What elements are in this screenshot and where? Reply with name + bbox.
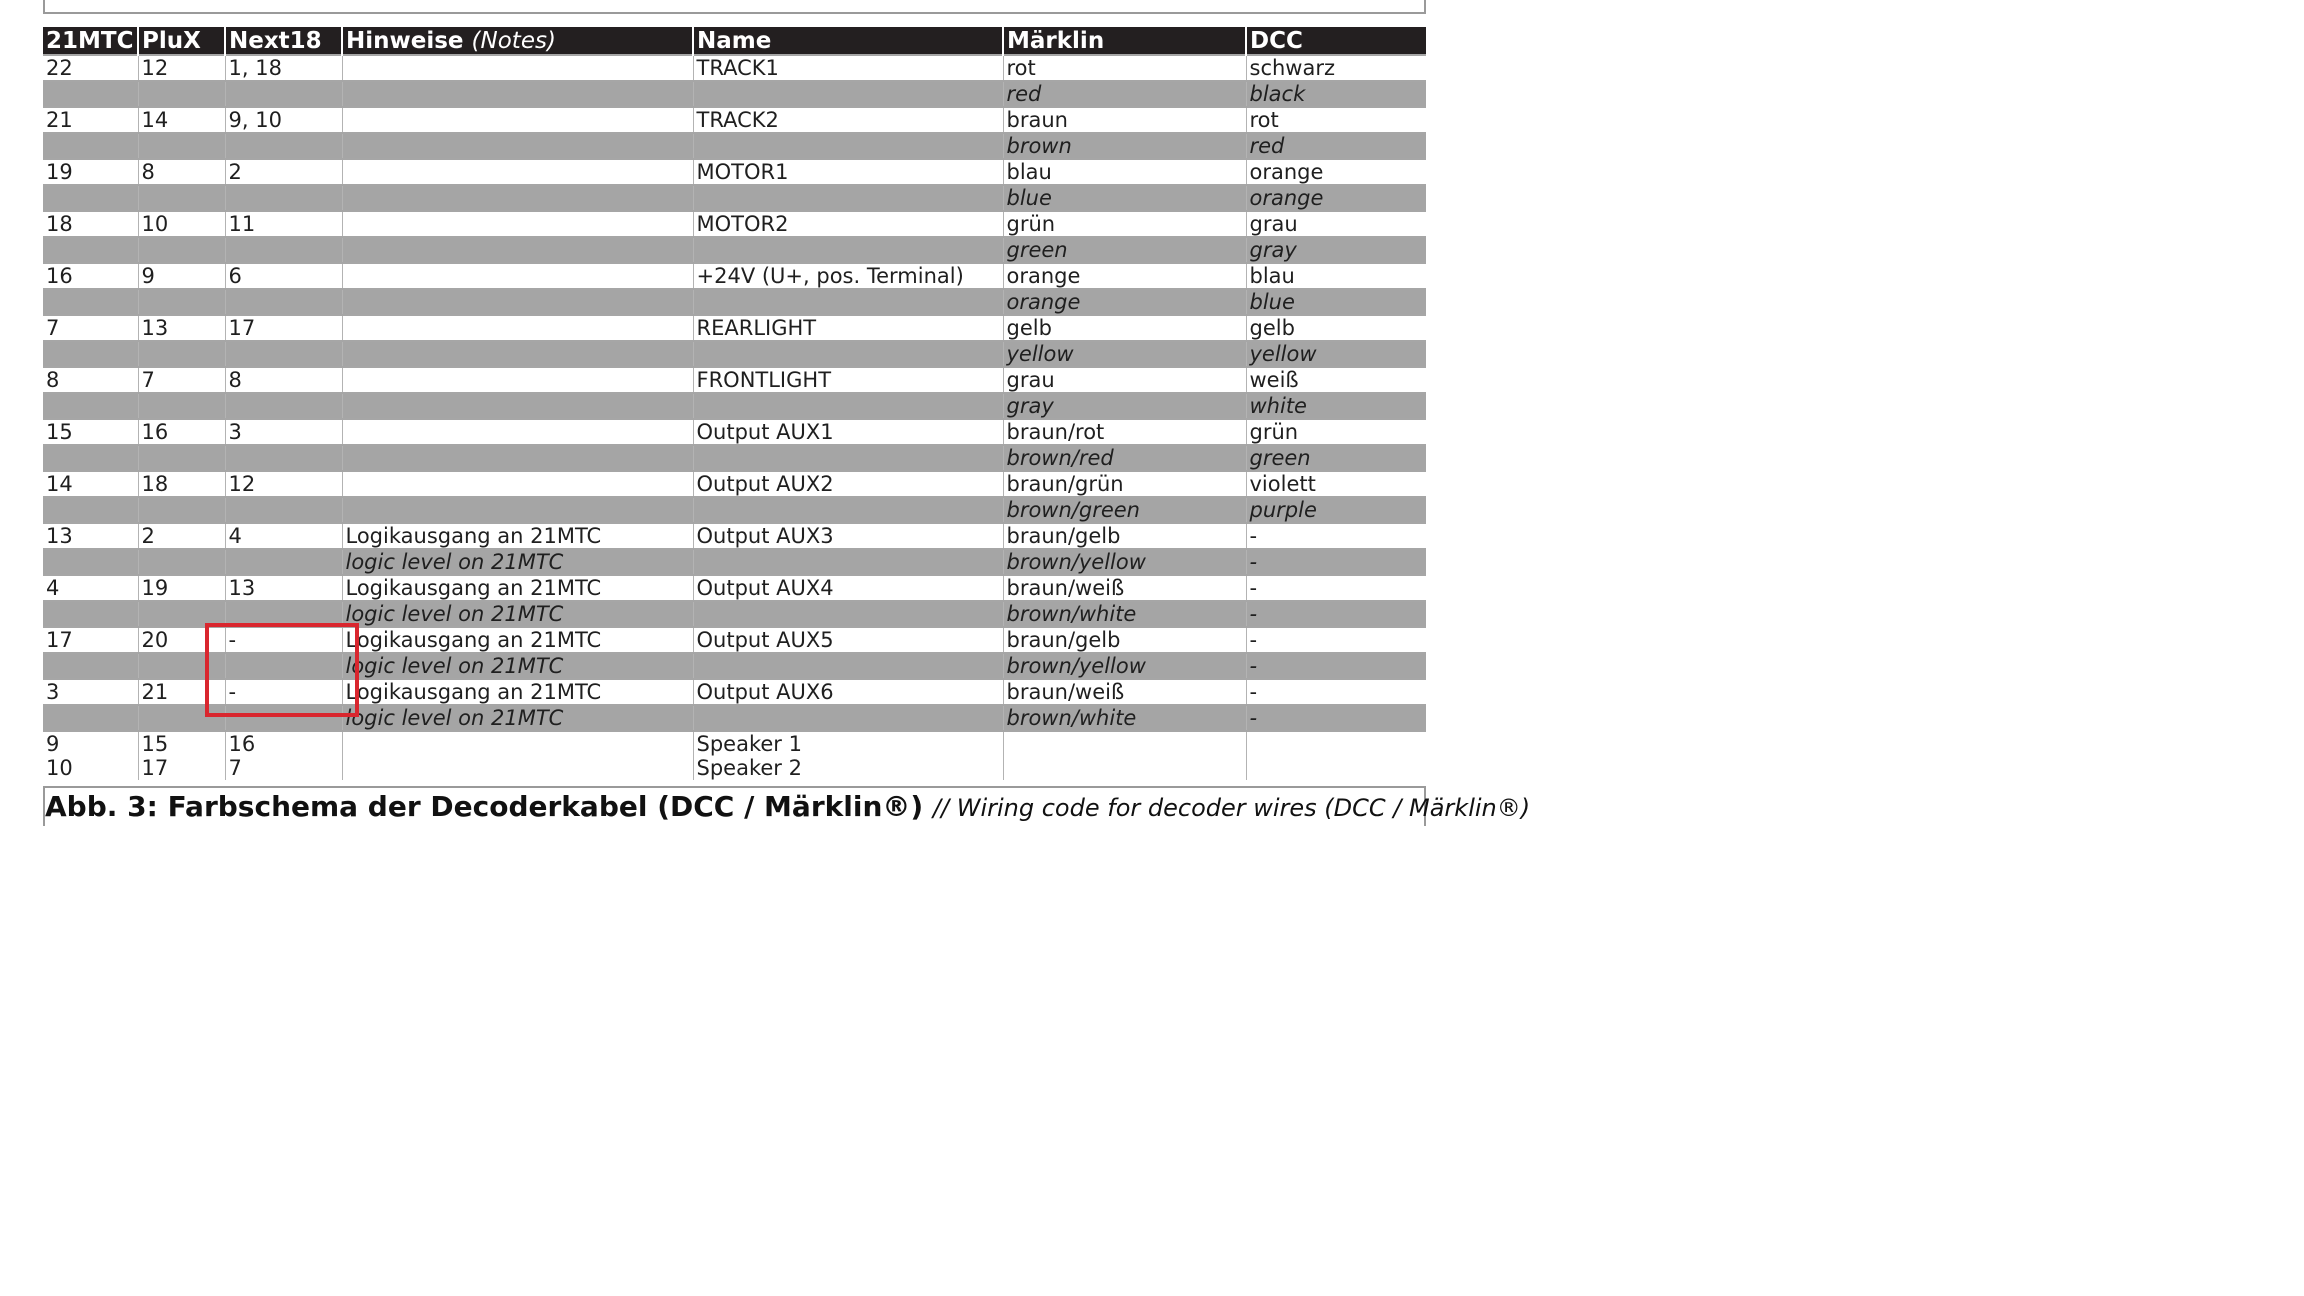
cell-dcc: - xyxy=(1246,523,1426,549)
cell-notes-en: logic level on 21MTC xyxy=(342,601,693,627)
cell-name: Output AUX4 xyxy=(693,575,1003,601)
cell-maerklin: braun/weiß xyxy=(1003,679,1246,705)
cell-name: Speaker 2 xyxy=(693,756,1003,780)
cell-dcc-en: green xyxy=(1246,445,1426,471)
cell-21mtc-empty xyxy=(43,497,138,523)
table-row xyxy=(43,107,1426,133)
cell-notes-en: logic level on 21MTC xyxy=(342,705,693,731)
figure-3-caption xyxy=(45,790,1531,823)
table-body xyxy=(43,55,1426,780)
table-row xyxy=(43,55,1426,81)
cell-notes-empty xyxy=(342,731,693,756)
header-notes-en: (Notes) xyxy=(471,27,556,54)
cell-maerklin-empty xyxy=(1003,731,1246,756)
cell-notes: Logikausgang an 21MTC xyxy=(342,679,693,705)
cell-next18-empty xyxy=(225,705,342,731)
cell-dcc: rot xyxy=(1246,107,1426,133)
cell-21mtc-empty xyxy=(43,653,138,679)
cell-maerklin-empty xyxy=(1003,756,1246,780)
cell-name: MOTOR1 xyxy=(693,159,1003,185)
cell-next18: - xyxy=(225,679,342,705)
cell-notes-en xyxy=(342,133,693,159)
table-row-speaker xyxy=(43,731,1426,756)
cell-plux-empty xyxy=(138,549,225,575)
cell-notes-en: logic level on 21MTC xyxy=(342,653,693,679)
cell-plux: 14 xyxy=(138,107,225,133)
cell-notes xyxy=(342,159,693,185)
cell-maerklin-en: brown/yellow xyxy=(1003,653,1246,679)
cell-name-empty xyxy=(693,549,1003,575)
cell-maerklin-en: green xyxy=(1003,237,1246,263)
table-row xyxy=(43,419,1426,445)
cell-next18: - xyxy=(225,627,342,653)
cell-maerklin-en: brown xyxy=(1003,133,1246,159)
table-row xyxy=(43,211,1426,237)
cell-maerklin-en: brown/green xyxy=(1003,497,1246,523)
cell-21mtc-empty xyxy=(43,393,138,419)
cell-name-empty xyxy=(693,653,1003,679)
header-next18: Next18 xyxy=(225,27,342,55)
cell-next18: 1, 18 xyxy=(225,55,342,81)
table-row xyxy=(43,315,1426,341)
cell-dcc-en: - xyxy=(1246,601,1426,627)
cell-next18-empty xyxy=(225,289,342,315)
cell-21mtc-empty xyxy=(43,185,138,211)
cell-dcc-en: gray xyxy=(1246,237,1426,263)
cell-next18: 17 xyxy=(225,315,342,341)
table-row-translation xyxy=(43,81,1426,107)
cell-next18-empty xyxy=(225,81,342,107)
cell-name: MOTOR2 xyxy=(693,211,1003,237)
header-maerklin: Märklin xyxy=(1003,27,1246,55)
cell-plux: 7 xyxy=(138,367,225,393)
cell-21mtc-empty xyxy=(43,341,138,367)
cell-notes-en xyxy=(342,497,693,523)
cell-dcc: violett xyxy=(1246,471,1426,497)
cell-21mtc: 13 xyxy=(43,523,138,549)
cell-plux: 8 xyxy=(138,159,225,185)
cell-maerklin-en: brown/white xyxy=(1003,601,1246,627)
cell-maerklin-en: gray xyxy=(1003,393,1246,419)
cell-21mtc-empty xyxy=(43,237,138,263)
cell-dcc-en: black xyxy=(1246,81,1426,107)
cell-dcc: grün xyxy=(1246,419,1426,445)
cell-21mtc-empty xyxy=(43,601,138,627)
cell-plux-empty xyxy=(138,237,225,263)
table-row xyxy=(43,523,1426,549)
cell-next18: 13 xyxy=(225,575,342,601)
cell-next18-empty xyxy=(225,445,342,471)
cell-21mtc: 18 xyxy=(43,211,138,237)
cell-plux-empty xyxy=(138,653,225,679)
cell-name-empty xyxy=(693,445,1003,471)
cell-maerklin-en: brown/red xyxy=(1003,445,1246,471)
cell-dcc-en: white xyxy=(1246,393,1426,419)
cell-dcc: - xyxy=(1246,679,1426,705)
cell-21mtc: 7 xyxy=(43,315,138,341)
cell-name-empty xyxy=(693,705,1003,731)
cell-next18-empty xyxy=(225,341,342,367)
cell-name: REARLIGHT xyxy=(693,315,1003,341)
cell-notes-en xyxy=(342,445,693,471)
cell-next18-empty xyxy=(225,497,342,523)
cell-maerklin-en: brown/white xyxy=(1003,705,1246,731)
figure-3-caption-sub: // Wiring code for decoder wires (DCC / Märklin®) xyxy=(932,794,1531,822)
cell-plux: 16 xyxy=(138,419,225,445)
cell-plux: 17 xyxy=(138,756,225,780)
cell-dcc: grau xyxy=(1246,211,1426,237)
cell-dcc-en: - xyxy=(1246,549,1426,575)
table-row-translation xyxy=(43,549,1426,575)
cell-name: Speaker 1 xyxy=(693,731,1003,756)
cell-21mtc: 16 xyxy=(43,263,138,289)
cell-maerklin: braun/grün xyxy=(1003,471,1246,497)
cell-21mtc: 9 xyxy=(43,731,138,756)
cell-notes-en xyxy=(342,393,693,419)
cell-dcc: weiß xyxy=(1246,367,1426,393)
cell-notes xyxy=(342,367,693,393)
cell-dcc-empty xyxy=(1246,731,1426,756)
cell-name-empty xyxy=(693,289,1003,315)
cell-21mtc: 15 xyxy=(43,419,138,445)
cell-plux: 9 xyxy=(138,263,225,289)
cell-dcc-empty xyxy=(1246,756,1426,780)
cell-notes: Logikausgang an 21MTC xyxy=(342,523,693,549)
cell-plux-empty xyxy=(138,705,225,731)
cell-notes-en xyxy=(342,341,693,367)
cell-dcc-en: - xyxy=(1246,705,1426,731)
cell-maerklin-en: orange xyxy=(1003,289,1246,315)
cell-plux: 20 xyxy=(138,627,225,653)
cell-next18: 12 xyxy=(225,471,342,497)
cell-name: FRONTLIGHT xyxy=(693,367,1003,393)
cell-dcc-en: orange xyxy=(1246,185,1426,211)
cell-maerklin: blau xyxy=(1003,159,1246,185)
cell-21mtc-empty xyxy=(43,133,138,159)
cell-21mtc: 4 xyxy=(43,575,138,601)
cell-maerklin: braun/rot xyxy=(1003,419,1246,445)
header-notes-de: Hinweise xyxy=(346,27,464,54)
cell-plux: 21 xyxy=(138,679,225,705)
cell-name-empty xyxy=(693,601,1003,627)
table-row-translation xyxy=(43,341,1426,367)
cell-dcc: blau xyxy=(1246,263,1426,289)
table-row-translation xyxy=(43,445,1426,471)
cell-plux-empty xyxy=(138,497,225,523)
cell-plux-empty xyxy=(138,393,225,419)
wiring-table xyxy=(43,27,1426,780)
cell-21mtc-empty xyxy=(43,445,138,471)
cell-plux: 2 xyxy=(138,523,225,549)
cell-maerklin: braun/gelb xyxy=(1003,627,1246,653)
cell-dcc-en: yellow xyxy=(1246,341,1426,367)
cell-dcc-en: purple xyxy=(1246,497,1426,523)
cell-plux: 12 xyxy=(138,55,225,81)
cell-next18: 3 xyxy=(225,419,342,445)
cell-plux: 19 xyxy=(138,575,225,601)
cell-plux: 13 xyxy=(138,315,225,341)
cell-plux-empty xyxy=(138,185,225,211)
cell-next18-empty xyxy=(225,185,342,211)
cell-plux-empty xyxy=(138,289,225,315)
cell-21mtc-empty xyxy=(43,705,138,731)
cell-dcc: gelb xyxy=(1246,315,1426,341)
cell-maerklin-en: brown/yellow xyxy=(1003,549,1246,575)
cell-plux: 18 xyxy=(138,471,225,497)
cell-name-empty xyxy=(693,341,1003,367)
table-row-translation xyxy=(43,601,1426,627)
cell-name: TRACK2 xyxy=(693,107,1003,133)
cell-name-empty xyxy=(693,133,1003,159)
cell-21mtc: 17 xyxy=(43,627,138,653)
table-row xyxy=(43,159,1426,185)
cell-next18: 8 xyxy=(225,367,342,393)
cell-next18-empty xyxy=(225,133,342,159)
cell-name: Output AUX2 xyxy=(693,471,1003,497)
cell-21mtc-empty xyxy=(43,81,138,107)
cell-next18: 6 xyxy=(225,263,342,289)
cell-next18: 9, 10 xyxy=(225,107,342,133)
cell-21mtc: 10 xyxy=(43,756,138,780)
table-row xyxy=(43,367,1426,393)
table-row-translation xyxy=(43,653,1426,679)
cell-next18-empty xyxy=(225,653,342,679)
cell-next18-empty xyxy=(225,237,342,263)
cell-notes xyxy=(342,471,693,497)
cell-maerklin: braun/weiß xyxy=(1003,575,1246,601)
table-row xyxy=(43,575,1426,601)
header-notes xyxy=(342,27,693,55)
cell-name-empty xyxy=(693,497,1003,523)
cell-name-empty xyxy=(693,185,1003,211)
cell-notes xyxy=(342,211,693,237)
cell-notes: Logikausgang an 21MTC xyxy=(342,575,693,601)
table-row-speaker xyxy=(43,756,1426,780)
cell-notes: Logikausgang an 21MTC xyxy=(342,627,693,653)
table-row xyxy=(43,627,1426,653)
table-row-translation xyxy=(43,133,1426,159)
cell-notes-en: logic level on 21MTC xyxy=(342,549,693,575)
cell-dcc-en: red xyxy=(1246,133,1426,159)
cell-plux-empty xyxy=(138,81,225,107)
cell-notes xyxy=(342,419,693,445)
cell-maerklin: grün xyxy=(1003,211,1246,237)
cell-next18: 2 xyxy=(225,159,342,185)
table-row-translation xyxy=(43,237,1426,263)
cell-notes xyxy=(342,263,693,289)
table-row xyxy=(43,471,1426,497)
cell-21mtc-empty xyxy=(43,289,138,315)
table-row xyxy=(43,679,1426,705)
cell-name: Output AUX3 xyxy=(693,523,1003,549)
cell-next18-empty xyxy=(225,601,342,627)
cell-next18: 16 xyxy=(225,731,342,756)
cell-dcc-en: - xyxy=(1246,653,1426,679)
table-row-translation xyxy=(43,185,1426,211)
cell-notes xyxy=(342,107,693,133)
table-row-translation xyxy=(43,705,1426,731)
cell-notes-empty xyxy=(342,756,693,780)
cell-21mtc: 8 xyxy=(43,367,138,393)
cell-next18: 4 xyxy=(225,523,342,549)
table-row-translation xyxy=(43,497,1426,523)
table-header-row xyxy=(43,27,1426,55)
cell-dcc: orange xyxy=(1246,159,1426,185)
cell-notes-en xyxy=(342,185,693,211)
table-row-translation xyxy=(43,289,1426,315)
cell-next18-empty xyxy=(225,549,342,575)
table-row xyxy=(43,263,1426,289)
header-plux: PluX xyxy=(138,27,225,55)
cell-name: Output AUX1 xyxy=(693,419,1003,445)
cell-name: TRACK1 xyxy=(693,55,1003,81)
header-21mtc: 21MTC xyxy=(43,27,138,55)
cell-maerklin-en: blue xyxy=(1003,185,1246,211)
cell-maerklin-en: red xyxy=(1003,81,1246,107)
cell-notes-en xyxy=(342,81,693,107)
cell-notes-en xyxy=(342,237,693,263)
cell-21mtc: 22 xyxy=(43,55,138,81)
cell-maerklin: gelb xyxy=(1003,315,1246,341)
cell-next18-empty xyxy=(225,393,342,419)
cell-21mtc-empty xyxy=(43,549,138,575)
cell-plux-empty xyxy=(138,341,225,367)
cell-name: Output AUX6 xyxy=(693,679,1003,705)
cell-maerklin: rot xyxy=(1003,55,1246,81)
cell-21mtc: 21 xyxy=(43,107,138,133)
cell-maerklin: braun/gelb xyxy=(1003,523,1246,549)
cell-name-empty xyxy=(693,393,1003,419)
cell-maerklin: orange xyxy=(1003,263,1246,289)
figure-3-caption-box xyxy=(43,786,1531,826)
cell-maerklin-en: yellow xyxy=(1003,341,1246,367)
cell-plux: 15 xyxy=(138,731,225,756)
figure-3-caption-main: Abb. 3: Farbschema der Decoderkabel (DCC / Märklin®) xyxy=(45,790,924,823)
cell-dcc: - xyxy=(1246,575,1426,601)
cell-plux-empty xyxy=(138,133,225,159)
cell-dcc: schwarz xyxy=(1246,55,1426,81)
cell-dcc: - xyxy=(1246,627,1426,653)
cell-21mtc: 14 xyxy=(43,471,138,497)
cell-21mtc: 19 xyxy=(43,159,138,185)
cell-dcc-en: blue xyxy=(1246,289,1426,315)
cell-next18: 11 xyxy=(225,211,342,237)
cell-maerklin: grau xyxy=(1003,367,1246,393)
cell-notes xyxy=(342,315,693,341)
cell-plux-empty xyxy=(138,601,225,627)
header-name: Name xyxy=(693,27,1003,55)
cell-notes xyxy=(342,55,693,81)
cell-21mtc: 3 xyxy=(43,679,138,705)
cell-next18: 7 xyxy=(225,756,342,780)
cell-plux: 10 xyxy=(138,211,225,237)
cell-name: Output AUX5 xyxy=(693,627,1003,653)
header-dcc: DCC xyxy=(1246,27,1426,55)
cell-name-empty xyxy=(693,237,1003,263)
cell-notes-en xyxy=(342,289,693,315)
cell-maerklin: braun xyxy=(1003,107,1246,133)
cell-plux-empty xyxy=(138,445,225,471)
cell-name: +24V (U+, pos. Terminal) xyxy=(693,263,1003,289)
figure-2-caption-box xyxy=(43,0,1426,14)
table-row-translation xyxy=(43,393,1426,419)
cell-name-empty xyxy=(693,81,1003,107)
